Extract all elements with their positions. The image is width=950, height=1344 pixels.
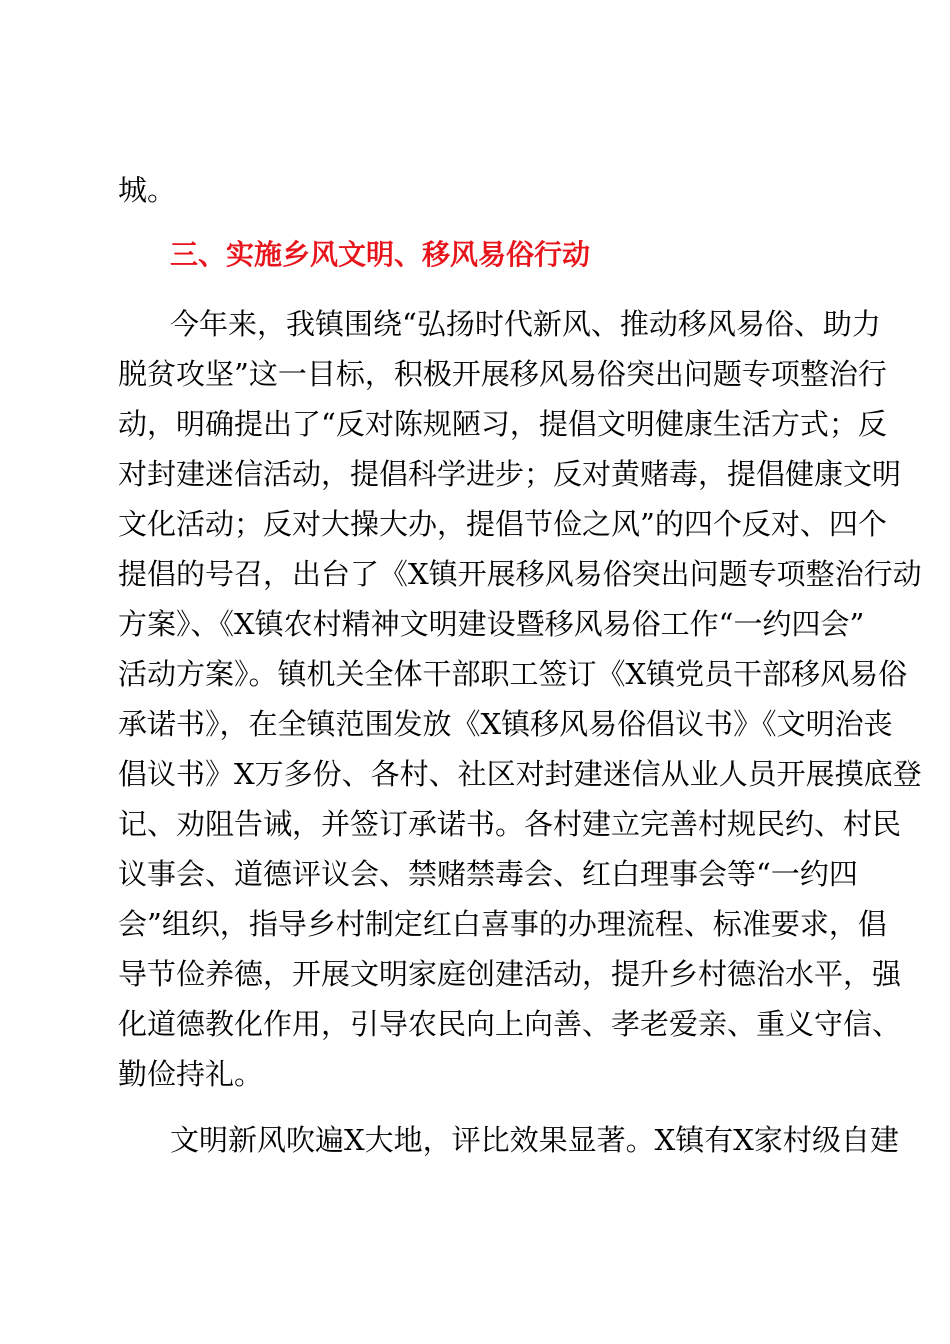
paragraph-line: 文明新风吹遍X大地，评比效果显著。X镇有X家村级自建 (170, 1123, 899, 1157)
paragraph-line: 导节俭养德，开展文明家庭创建活动，提升乡村德治水平，强 (118, 957, 902, 991)
paragraph-fragment: 城。 (118, 173, 177, 207)
paragraph-line: 倡议书》X万多份、各村、社区对封建迷信从业人员开展摸底登 (118, 757, 922, 791)
paragraph-line: 提倡的号召，出台了《X镇开展移风易俗突出问题专项整治行动 (118, 557, 922, 591)
paragraph-line: 记、劝阻告诫，并签订承诺书。各村建立完善村规民约、村民 (118, 807, 902, 841)
section-heading: 三、实施乡风文明、移风易俗行动 (170, 238, 591, 271)
paragraph-line: 脱贫攻坚”这一目标，积极开展移风易俗突出问题专项整治行 (118, 357, 887, 391)
paragraph-line: 化道德教化作用，引导农民向上向善、孝老爱亲、重义守信、 (118, 1007, 902, 1041)
paragraph-line: 文化活动；反对大操大办，提倡节俭之风”的四个反对、四个 (118, 507, 887, 541)
paragraph-line: 动，明确提出了“反对陈规陋习，提倡文明健康生活方式；反 (118, 407, 887, 441)
paragraph-line: 对封建迷信活动，提倡科学进步；反对黄赌毒，提倡健康文明 (118, 457, 902, 491)
paragraph-line: 勤俭持礼。 (118, 1057, 264, 1091)
paragraph-line: 方案》、《X镇农村精神文明建设暨移风易俗工作“一约四会” (118, 607, 865, 641)
paragraph-line: 承诺书》，在全镇范围发放《X镇移风易俗倡议书》《文明治丧 (118, 707, 893, 741)
paragraph-line: 议事会、道德评议会、禁赌禁毒会、红白理事会等“一约四 (118, 857, 858, 891)
paragraph-line: 活动方案》。镇机关全体干部职工签订《X镇党员干部移风易俗 (118, 657, 908, 691)
paragraph-line: 会”组织，指导乡村制定红白喜事的办理流程、标准要求，倡 (118, 907, 887, 941)
paragraph-line: 今年来，我镇围绕“弘扬时代新风、推动移风易俗、助力 (170, 307, 881, 341)
